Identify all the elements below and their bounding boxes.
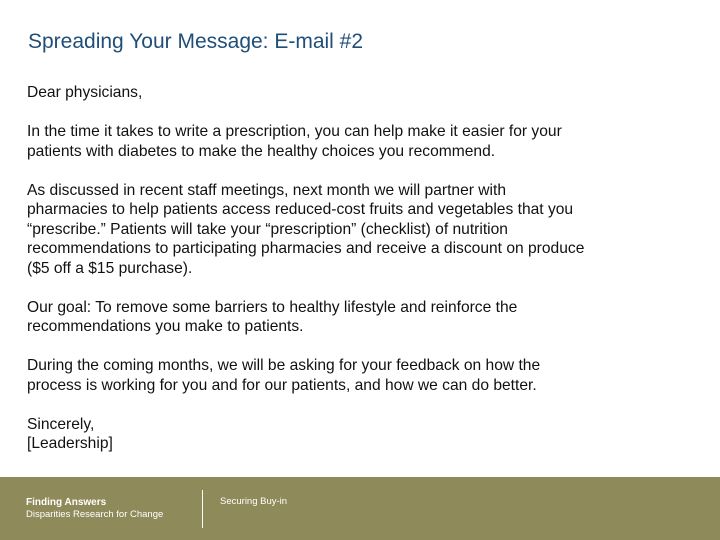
paragraph-3 [27,298,687,337]
paragraph-2 [27,181,687,279]
paragraph-2-line-4: recommendations to participating pharmacies and receive a discount on produce [27,240,585,257]
paragraph-4-line-2: process is working for you and for our patients, and how we can do better. [27,376,537,394]
paragraph-2-line-5: ($5 off a $15 purchase). [27,259,193,277]
footer-section-label: Securing Buy-in [220,496,288,507]
paragraph-1 [27,122,687,161]
paragraph-2-line-2: pharmacies to help patients access reduced-cost fruits and vegetables that you [27,201,574,218]
salutation: Dear physicians, [27,84,143,101]
paragraph-3-line-2: recommendations you make to patients. [27,318,304,335]
footer-brand [26,497,163,521]
salutation-paragraph [27,83,687,103]
footer-divider [202,490,203,528]
closing: Sincerely, [27,415,95,433]
paragraph-3-line-1: Our goal: To remove some barriers to healthy lifestyle and reinforce the [27,298,518,316]
paragraph-1-line-1: In the time it takes to write a prescription, you can help make it easier for your [27,123,562,140]
paragraph-2-line-1: As discussed in recent staff meetings, next month we will partner with [27,181,507,199]
brand-tagline: Disparities Research for Change [26,509,164,520]
paragraph-4-line-1: During the coming months, we will be asking for your feedback on how the [27,357,541,374]
brand-name: Finding Answers [26,497,107,508]
paragraph-4 [27,356,687,395]
email-body [27,83,687,454]
paragraph-2-line-3: “prescribe.” Patients will take your “prescription” (checklist) of nutrition [27,220,508,238]
sign-off [27,415,687,454]
signature: [Leadership] [27,435,113,452]
footer-bar [0,477,720,540]
paragraph-1-line-2: patients with diabetes to make the healthy choices you recommend. [27,142,496,160]
slide-title: Spreading Your Message: E-mail #2 [28,30,364,53]
